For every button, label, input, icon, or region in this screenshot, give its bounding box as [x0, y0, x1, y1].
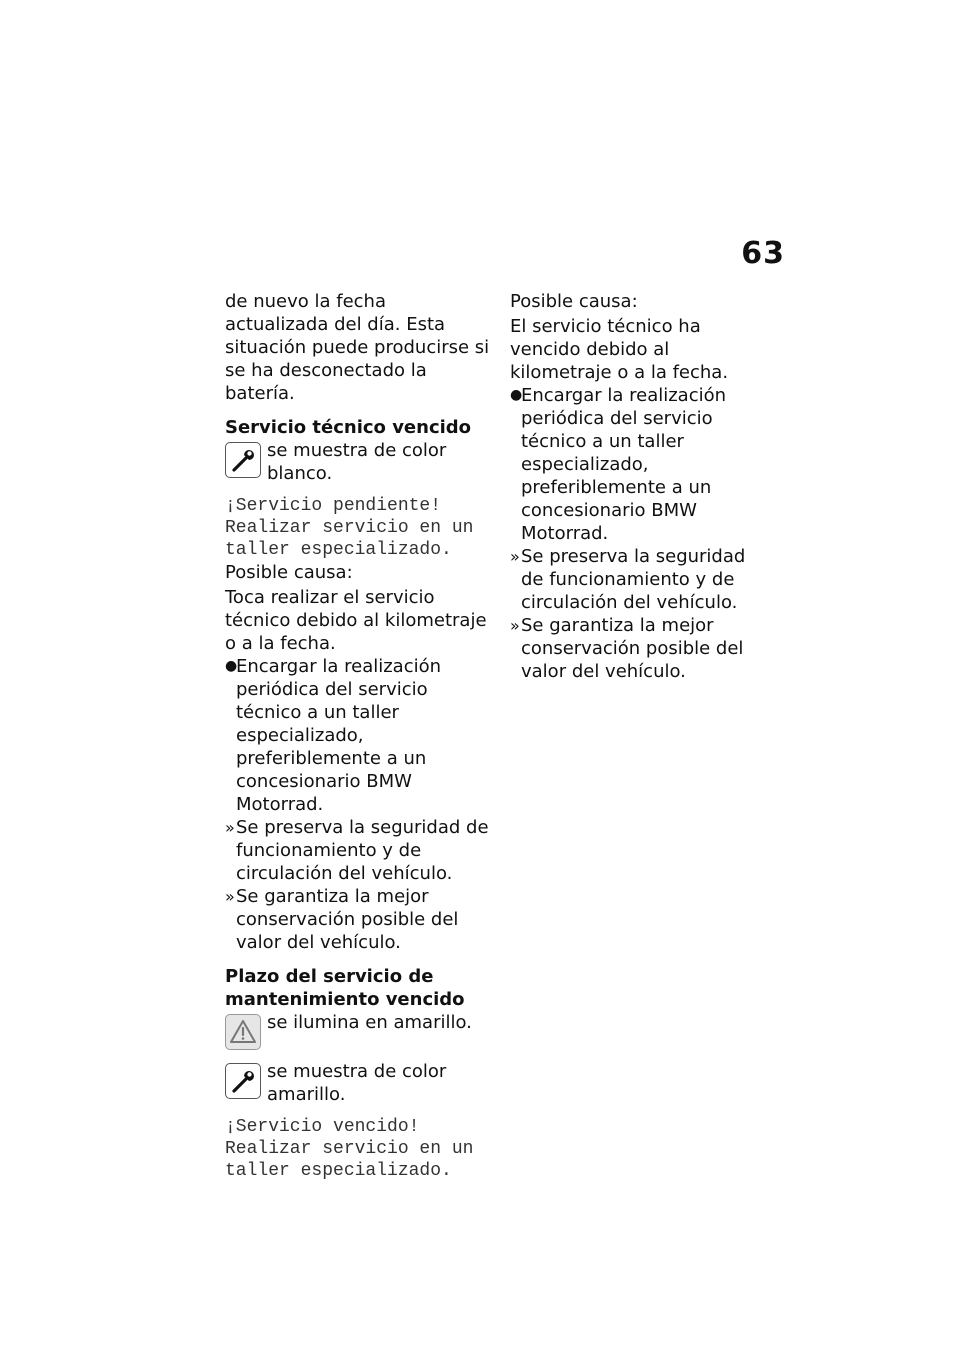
result-marker: » — [225, 887, 235, 906]
result-text: Se garantiza la mejor conservación posible del valor del vehículo. — [521, 615, 744, 682]
wrench-icon — [225, 442, 261, 478]
bullet-marker: ● — [510, 387, 523, 403]
result-item — [225, 885, 490, 954]
cause-label: Posible causa: — [510, 291, 638, 312]
warning-indicator-text: se ilumina en amarillo. — [267, 1012, 472, 1033]
action-item — [225, 655, 490, 816]
section-heading-maintenance-overdue: Plazo del servicio de mantenimiento vencido — [225, 966, 465, 1010]
display-message: ¡Servicio vencido! Realizar servicio en un taller especializado. — [225, 1117, 474, 1181]
service-indicator-row — [225, 439, 490, 485]
bullet-marker: ● — [225, 658, 238, 674]
page-number: 63 — [741, 236, 785, 271]
warning-triangle-icon — [225, 1014, 261, 1050]
result-item — [510, 614, 772, 683]
result-item — [225, 816, 490, 885]
section-heading-service-due: Servicio técnico vencido — [225, 417, 472, 438]
service-indicator-text: se muestra de color amarillo. — [267, 1061, 447, 1105]
warning-indicator-row — [225, 1011, 490, 1050]
action-item — [510, 384, 772, 545]
display-message: ¡Servicio pendiente! Realizar servicio en un taller especializado. — [225, 496, 474, 560]
cause-text: Toca realizar el servicio técnico debido al kilometraje o a la fecha. — [225, 587, 487, 654]
wrench-icon — [225, 1063, 261, 1099]
result-text: Se preserva la seguridad de funcionamiento y de circulación del vehículo. — [236, 817, 489, 884]
result-marker: » — [225, 818, 235, 837]
right-column — [510, 290, 772, 683]
action-text: Encargar la realización periódica del servicio técnico a un taller especializado, preferiblemente a un concesionario BMW Motorrad. — [236, 656, 442, 815]
intro-paragraph: de nuevo la fecha actualizada del día. Esta situación puede producirse si se ha desconectado la batería. — [225, 291, 490, 404]
service-indicator-text: se muestra de color blanco. — [267, 440, 447, 484]
left-column — [225, 290, 490, 1182]
result-item — [510, 545, 772, 614]
action-text: Encargar la realización periódica del servicio técnico a un taller especializado, preferiblemente a un concesionario BMW Motorrad. — [521, 385, 727, 544]
service-indicator-row — [225, 1060, 490, 1106]
result-text: Se preserva la seguridad de funcionamiento y de circulación del vehículo. — [521, 546, 746, 613]
cause-text: El servicio técnico ha vencido debido al kilometraje o a la fecha. — [510, 316, 729, 383]
result-marker: » — [510, 547, 520, 566]
result-marker: » — [510, 616, 520, 635]
result-text: Se garantiza la mejor conservación posible del valor del vehículo. — [236, 886, 459, 953]
cause-label: Posible causa: — [225, 562, 353, 583]
